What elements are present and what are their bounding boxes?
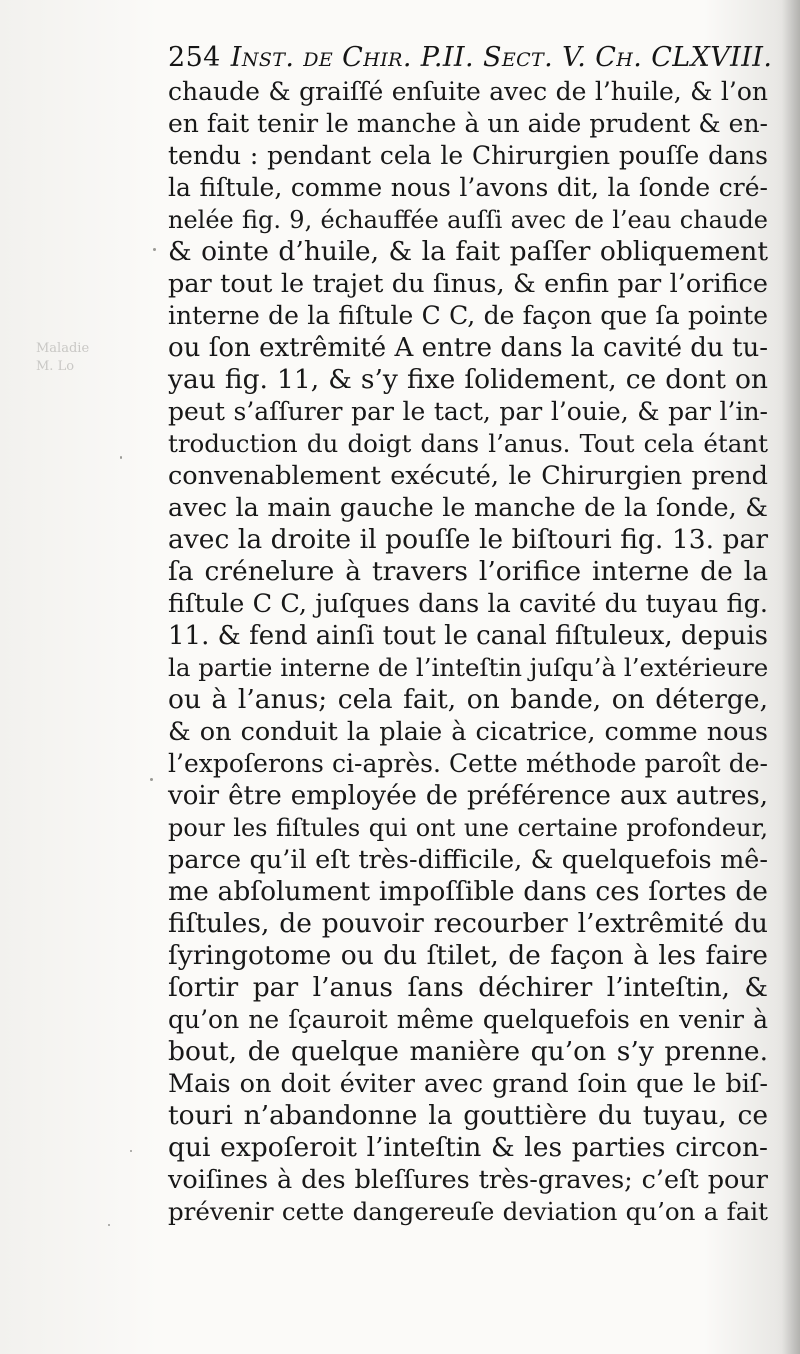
text-line: qu’on ne ſçauroit même quelquefois en venir à xyxy=(168,1005,768,1034)
text-line: chaude & graiſſé enſuite avec de l’huile, & l’on xyxy=(168,77,768,106)
text-line: touri n’abandonne la gouttière du tuyau, ce xyxy=(168,1100,768,1131)
bleed-line: M. Lo xyxy=(36,359,75,374)
text-line: voiſines à des bleſſures très-graves; c’eſt pour xyxy=(168,1165,768,1195)
text-line: prévenir cette dangereuſe deviation qu’on a fait xyxy=(168,1197,768,1226)
text-line: nelée fig. 9, échauffée auſſi avec de l’eau chaude xyxy=(168,206,768,234)
text-line: qui expoſeroit l’inteſtin & les parties circon- xyxy=(168,1132,768,1163)
text-line: me abſolument impoſſible dans ces ſortes de xyxy=(168,876,768,907)
text-line: peut s’aſſurer par le tact, par l’ouie, & par l’in- xyxy=(168,397,768,426)
bleed-through-text xyxy=(36,340,89,376)
text-line: parce qu’il eſt très-difficile, & quelquefois mê- xyxy=(168,845,768,875)
text-line: interne de la fiſtule C C, de façon que ſa pointe xyxy=(168,301,768,330)
text-line: fiſtules, de pouvoir recourber l’extrêmité du xyxy=(168,908,768,939)
text-line: & on conduit la plaie à cicatrice, comme nous xyxy=(168,717,768,747)
text-line: ſa crénelure à travers l’orifice interne de la xyxy=(168,556,768,587)
body-text xyxy=(168,76,768,1228)
text-line: avec la droite il pouſſe le biſtouri fig. 13. par xyxy=(168,524,768,555)
text-line: ſyringotome ou du ſtilet, de façon à les faire xyxy=(168,940,768,971)
text-line: yau fig. 11, & s’y fixe ſolidement, ce dont on xyxy=(168,364,768,395)
text-line: ou ſon extrêmité A entre dans la cavité du tu- xyxy=(168,333,768,363)
text-line: par tout le trajet du ſinus, & enfin par l’orifice xyxy=(168,269,768,299)
page-number: 254 xyxy=(168,42,221,73)
text-line: bout, de quelque manière qu’on s’y prenne. xyxy=(168,1036,768,1067)
text-line: ou à l’anus; cela fait, on bande, on déterge, xyxy=(168,684,768,715)
text-line: convenablement exécuté, le Chirurgien prend xyxy=(168,461,768,491)
text-line: la fiſtule, comme nous l’avons dit, la ſonde cré- xyxy=(168,173,768,202)
text-line: en fait tenir le manche à un aide prudent & en- xyxy=(168,109,768,138)
text-line: avec la main gauche le manche de la ſonde, & xyxy=(168,493,768,523)
text-line: Mais on doit éviter avec grand ſoin que le biſ- xyxy=(168,1069,768,1099)
text-line: tendu : pendant cela le Chirurgien pouſſe dans xyxy=(168,141,768,170)
text-line: ſortir par l’anus ſans déchirer l’inteſtin, & xyxy=(168,972,768,1003)
running-header xyxy=(168,38,778,78)
text-line: & ointe d’huile, & la fait paſſer obliquement xyxy=(168,236,768,267)
binding-shadow xyxy=(782,0,800,1354)
text-line: 11. & fend ainſi tout le canal fiſtuleux, depuis xyxy=(168,621,768,651)
text-line: voir être employée de préférence aux autres, xyxy=(168,781,768,811)
text-line: la partie interne de l’inteſtin juſqu’à l’extérieure xyxy=(168,653,769,682)
bleed-line: Maladie xyxy=(36,341,90,356)
text-line: fiſtule C C, juſques dans la cavité du tuyau fig. xyxy=(168,589,768,619)
text-line: pour les fiſtules qui ont une certaine profondeur, xyxy=(168,814,768,842)
text-line: troduction du doigt dans l’anus. Tout cela étant xyxy=(168,429,768,458)
text-line: l’expoſerons ci-après. Cette méthode paroît de- xyxy=(168,749,768,778)
running-title: Inst. de Chir. P.II. Sect. V. Ch. CLXVIII. xyxy=(230,42,773,73)
